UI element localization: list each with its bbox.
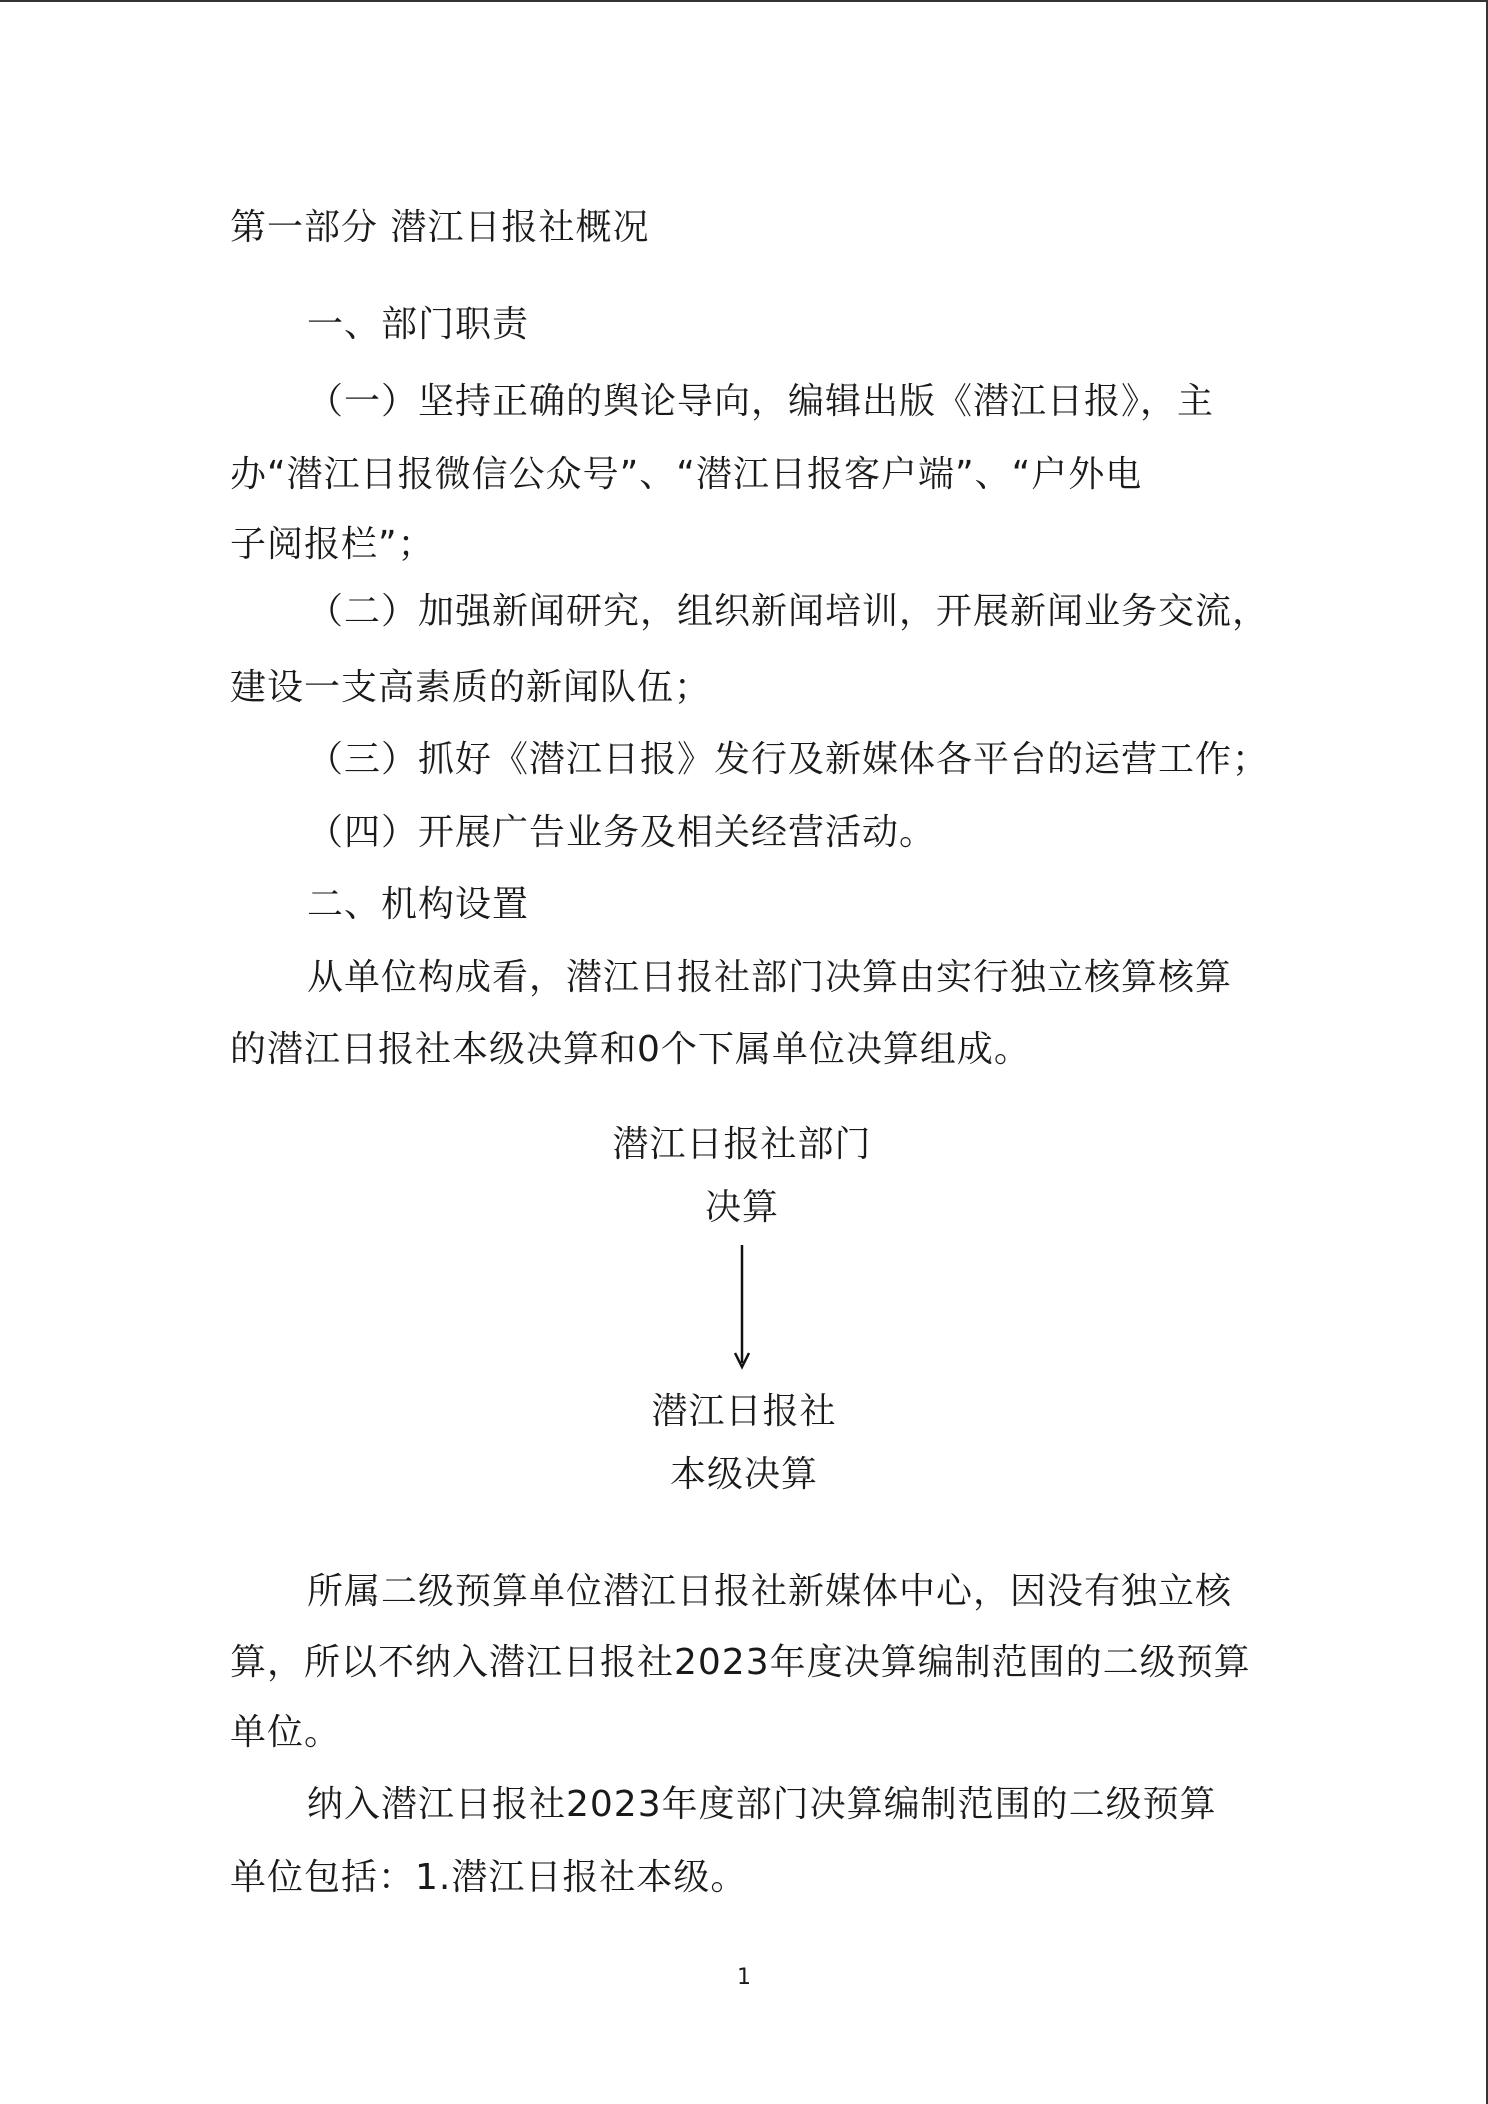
section-title: 第一部分 潜江日报社概况 xyxy=(230,207,650,248)
duty-line: （一）坚持正确的舆论导向，编辑出版《潜江日报》，主 xyxy=(307,381,1215,422)
paragraph-line: 算，所以不纳入潜江日报社2023年度决算编制范围的二级预算 xyxy=(230,1642,1251,1683)
page-top-edge xyxy=(0,0,1488,2)
duty-line: （三）抓好《潜江日报》发行及新媒体各平台的运营工作； xyxy=(307,739,1270,780)
paragraph-line: 单位包括：1.潜江日报社本级。 xyxy=(230,1857,748,1898)
diagram-top-line: 潜江日报社部门 xyxy=(612,1124,872,1165)
heading-structure: 二、机构设置 xyxy=(307,884,530,925)
diagram-bottom-line: 本级决算 xyxy=(669,1454,818,1495)
duty-line: （四）开展广告业务及相关经营活动。 xyxy=(307,812,937,853)
page-number: 1 xyxy=(737,1965,751,1990)
structure-line: 从单位构成看，潜江日报社部门决算由实行独立核算核算 xyxy=(307,957,1233,998)
down-arrow-icon xyxy=(730,1245,754,1370)
paragraph-line: 单位。 xyxy=(230,1712,342,1753)
structure-line: 的潜江日报社本级决算和0个下属单位决算组成。 xyxy=(230,1029,1031,1070)
heading-duties: 一、部门职责 xyxy=(307,304,530,345)
diagram-top-line: 决算 xyxy=(704,1187,779,1228)
diagram-bottom-line: 潜江日报社 xyxy=(651,1391,837,1432)
duty-line: 办“潜江日报微信公众号”、“潜江日报客户端”、“户外电 xyxy=(230,454,1143,495)
duty-line: （二）加强新闻研究，组织新闻培训，开展新闻业务交流， xyxy=(307,591,1270,632)
duty-line: 子阅报栏”； xyxy=(230,524,435,565)
paragraph-line: 所属二级预算单位潜江日报社新媒体中心，因没有独立核 xyxy=(307,1571,1233,1612)
paragraph-line: 纳入潜江日报社2023年度部门决算编制范围的二级预算 xyxy=(307,1784,1217,1825)
duty-line: 建设一支高素质的新闻队伍； xyxy=(230,667,712,708)
